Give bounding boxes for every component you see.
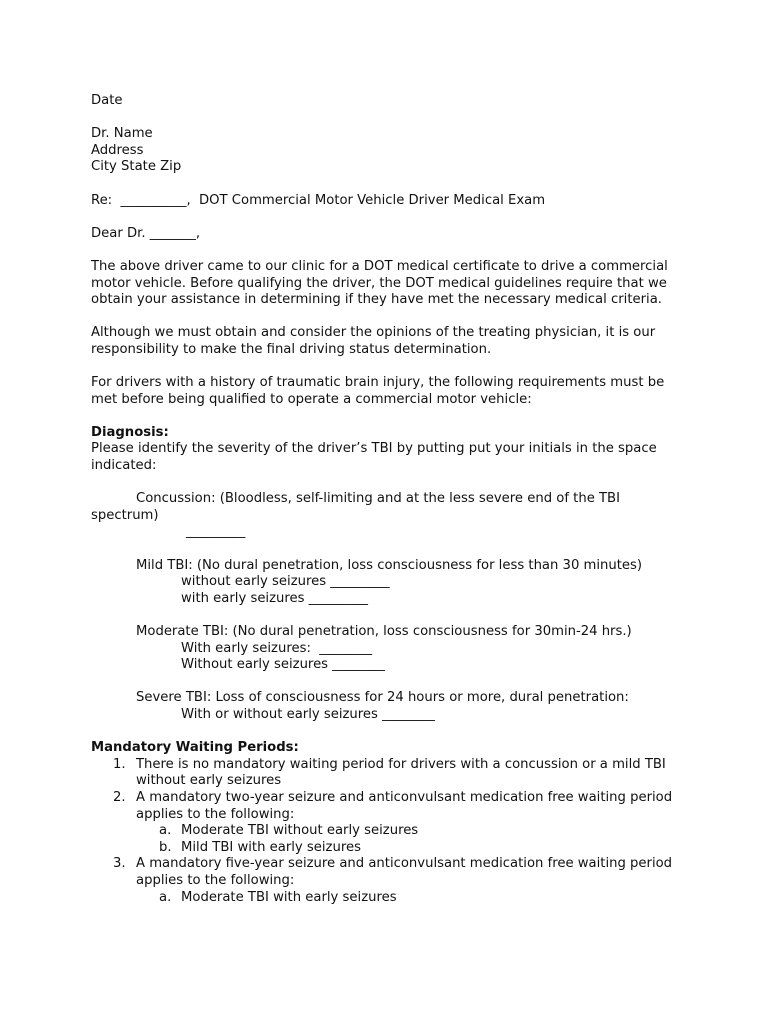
sub-list-item bbox=[159, 823, 691, 840]
sub-list-text: Moderate TBI without early seizures bbox=[181, 823, 419, 839]
doctor-city-state-zip: City State Zip bbox=[91, 159, 182, 175]
waiting-periods-heading: Mandatory Waiting Periods: bbox=[91, 740, 299, 756]
concussion-line: Concussion: (Bloodless, self-limiting and at the less severe end of the TBI bbox=[136, 491, 620, 507]
list-item bbox=[113, 856, 691, 906]
sub-list bbox=[136, 823, 691, 856]
sub-list-item bbox=[159, 839, 691, 857]
list-item bbox=[113, 789, 691, 856]
salutation: Dear Dr. _______, bbox=[91, 225, 201, 241]
sub-list-item bbox=[159, 889, 691, 907]
doctor-address: Address bbox=[91, 142, 144, 158]
severe-tbi-either: With or without early seizures ________ bbox=[181, 706, 435, 722]
date-line: Date bbox=[91, 93, 123, 108]
list-number: 3. bbox=[113, 856, 126, 872]
waiting-periods-list bbox=[91, 757, 691, 906]
responsibility-paragraph: Although we must obtain and consider the opinions of the treating physician, it is our responsibility to make the final driving status determination. bbox=[91, 325, 656, 357]
list-number: 1. bbox=[113, 756, 126, 772]
mild-tbi-with-seizures: with early seizures _________ bbox=[181, 590, 369, 606]
list-text: A mandatory two-year seizure and anticonvulsant medication free waiting period applies to the following: bbox=[136, 789, 673, 822]
moderate-tbi-title: Moderate TBI: (No dural penetration, loss consciousness for 30min-24 hrs.) bbox=[136, 624, 632, 639]
list-item bbox=[113, 756, 691, 790]
concussion-blank: _________ bbox=[186, 524, 246, 540]
letter-page bbox=[91, 93, 691, 906]
mild-tbi-without-seizures: without early seizures _________ bbox=[181, 574, 390, 590]
moderate-tbi-with-seizures: With early seizures: ________ bbox=[181, 640, 373, 656]
severe-tbi-title: Severe TBI: Loss of consciousness for 24 hours or more, dural penetration: bbox=[136, 690, 629, 706]
sub-list-text: Mild TBI with early seizures bbox=[181, 839, 361, 855]
diagnosis-intro: Please identify the severity of the driver’s TBI by putting put your initials in the space indicated: bbox=[91, 441, 657, 474]
list-number: 2. bbox=[113, 789, 126, 805]
doctor-name: Dr. Name bbox=[91, 126, 153, 142]
sub-list bbox=[136, 890, 691, 907]
mild-tbi-title: Mild TBI: (No dural penetration, loss consciousness for less than 30 minutes) bbox=[136, 557, 643, 573]
sub-list-letter: a. bbox=[159, 823, 172, 839]
re-line: Re: __________, DOT Commercial Motor Vehicle Driver Medical Exam bbox=[91, 192, 546, 208]
concussion-line-cont: spectrum) bbox=[91, 507, 159, 523]
moderate-tbi-without-seizures: Without early seizures ________ bbox=[181, 657, 385, 673]
intro-paragraph: The above driver came to our clinic for a DOT medical certificate to drive a commercial motor vehicle. Before qualifying the driver, the DOT medical guidelines require that we obtain your assistance in determining if they have met the necessary medical criteria. bbox=[91, 258, 668, 308]
sub-list-letter: b. bbox=[159, 839, 172, 855]
list-text: A mandatory five-year seizure and anticonvulsant medication free waiting period applies to the following: bbox=[136, 856, 673, 888]
list-text: There is no mandatory waiting period for drivers with a concussion or a mild TBI without early seizures bbox=[136, 756, 666, 789]
sub-list-text: Moderate TBI with early seizures bbox=[181, 889, 397, 905]
requirements-paragraph: For drivers with a history of traumatic brain injury, the following requirements must be met before being qualified to operate a commercial motor vehicle: bbox=[91, 375, 665, 407]
diagnosis-heading: Diagnosis: bbox=[91, 424, 169, 440]
sub-list-letter: a. bbox=[159, 889, 172, 905]
